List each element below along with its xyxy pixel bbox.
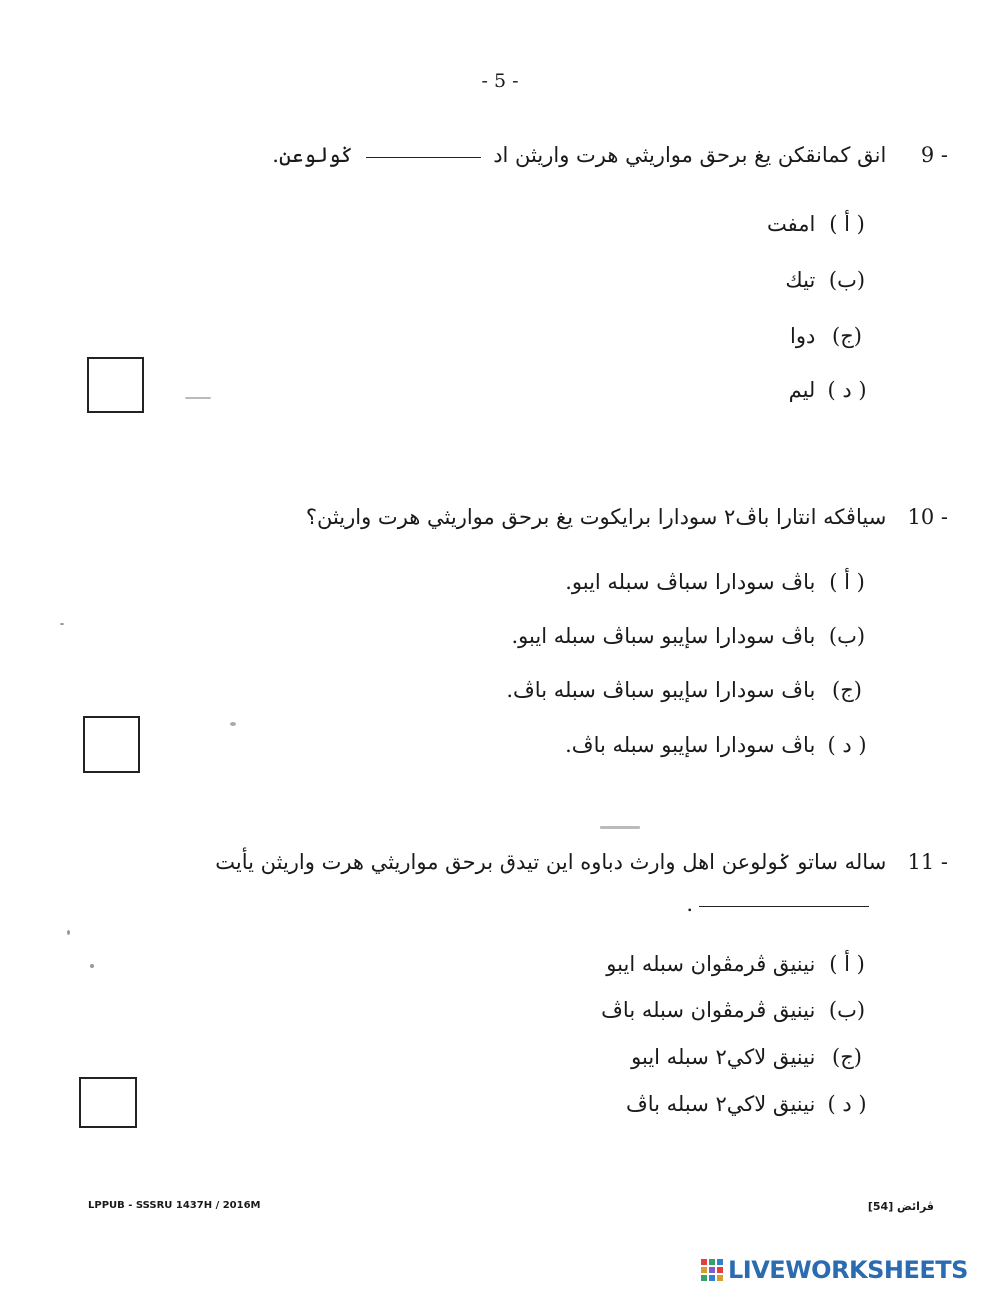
option-text: باڤ سودارا سإيبو سباڤ سبله ايبو. (511, 624, 816, 648)
option-marker: ( د ) (827, 378, 867, 402)
question-9-option-a (767, 212, 872, 236)
scan-speck (600, 826, 640, 829)
question-9 (272, 143, 948, 167)
option-marker: ( أ ) (829, 212, 865, 236)
question-9-option-d (789, 378, 872, 402)
question-9-number: 9 - (920, 143, 948, 167)
question-9-answer-box[interactable] (87, 357, 144, 413)
question-10-option-a (565, 570, 872, 594)
option-marker: ( د ) (827, 1092, 867, 1116)
option-marker: (ب) (828, 624, 866, 648)
question-10-answer-box[interactable] (83, 716, 140, 773)
question-11-option-d (626, 1092, 872, 1116)
option-text: باڤ سودارا سإيبو سباڤ سبله باڤ. (506, 678, 816, 702)
question-11-option-c (631, 1045, 872, 1069)
option-text: نينيق ڤرمڤوان سبله ايبو (606, 952, 816, 976)
question-10-text: سياڤكه انتارا باڤ٢ سودارا برايكوت يغ برحق مواريثي هرت واريثن؟ (305, 505, 887, 529)
scan-speck (90, 964, 94, 968)
footer-course-code: LPPUB - SSSRU 1437H / 2016M (88, 1200, 261, 1211)
question-10-number: 10 - (907, 505, 948, 529)
liveworksheets-logo (700, 1255, 968, 1285)
option-marker: (ب) (828, 268, 866, 292)
scan-speck (67, 930, 70, 935)
scan-speck (230, 722, 236, 726)
question-11-text: ساله ساتو ݢولوعن اهل وارث دباوه اين تيدق برحق مواريثي هرت واريثن يأيت (215, 850, 887, 874)
question-9-text-end: ݢولوعن. (272, 143, 353, 167)
question-10 (306, 505, 948, 529)
option-text: ليم (788, 378, 816, 402)
question-11-number: 11 - (907, 850, 948, 874)
liveworksheets-logo-text: LIVEWORKSHEETS (728, 1256, 968, 1284)
question-9-text-start: انق كمانقكن يغ برحق مواريثي هرت واريثن اد (493, 143, 887, 167)
option-text: امفت (766, 212, 816, 236)
option-marker: ( أ ) (829, 952, 865, 976)
question-10-option-c (506, 678, 872, 702)
question-11-option-a (606, 952, 872, 976)
option-marker: (ج) (832, 678, 862, 702)
option-marker: ( د ) (827, 733, 867, 757)
option-marker: ( أ ) (829, 570, 865, 594)
question-9-option-b (785, 268, 872, 292)
question-11 (215, 850, 948, 874)
option-text: باڤ سودارا سباڤ سبله ايبو. (565, 570, 816, 594)
option-text: نينيق ڤرمڤوان سبله باڤ (601, 998, 816, 1022)
scan-speck (60, 623, 64, 625)
question-11-line-2 (686, 892, 875, 916)
option-text: دوا (789, 324, 816, 348)
question-9-blank (366, 156, 481, 158)
question-11-blank (699, 905, 869, 907)
option-text: نينيق لاكي٢ سبله باڤ (625, 1092, 816, 1116)
option-marker: (ب) (828, 998, 866, 1022)
question-10-option-d (565, 733, 872, 757)
question-11-answer-box[interactable] (79, 1077, 137, 1128)
option-text: تيك (785, 268, 816, 292)
question-9-option-c (790, 324, 872, 348)
question-10-option-b (512, 624, 873, 648)
option-marker: (ج) (832, 1045, 862, 1069)
blank-period: . (686, 892, 693, 916)
question-11-option-b (601, 998, 872, 1022)
option-text: نينيق لاكي٢ سبله ايبو (631, 1045, 816, 1069)
page-number: - 5 - (481, 70, 519, 92)
option-text: باڤ سودارا سإيبو سبله باڤ. (565, 733, 816, 757)
option-marker: (ج) (832, 324, 862, 348)
scan-speck (185, 397, 211, 399)
liveworksheets-logo-icon (700, 1258, 724, 1282)
footer-subject: ڤرائض [54] (867, 1200, 934, 1213)
